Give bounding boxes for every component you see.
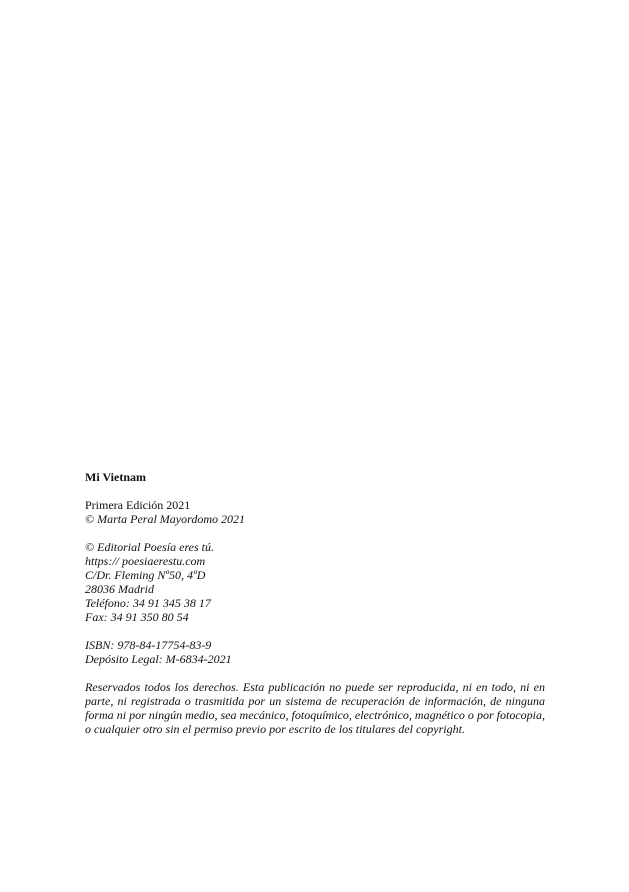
- rights-notice: Reservados todos los derechos. Esta publicación no puede ser reproducida, ni en todo, ni en parte, ni registrada o trasmitida por un sistema de recuperación de información, de ninguna forma ni por ningún medio, sea mecánico, fotoquímico, electrónico, magnético o por fotocopia, o cualquier otro sin el permiso previo por escrito de los titulares del copyright.: [85, 680, 545, 736]
- publisher-website: https:// poesiaerestu.com: [85, 554, 206, 568]
- publisher-name: © Editorial Poesía eres tú.: [85, 540, 214, 554]
- spacer: [85, 526, 545, 540]
- book-title: Mi Vietnam: [85, 470, 146, 484]
- spacer: [85, 624, 545, 638]
- publisher-city: 28036 Madrid: [85, 582, 154, 596]
- publisher-fax: Fax: 34 91 350 80 54: [85, 610, 189, 624]
- copyright-block: [85, 470, 545, 736]
- legal-deposit-line: Depósito Legal: M-6834-2021: [85, 652, 232, 666]
- publisher-phone: Teléfono: 34 91 345 38 17: [85, 596, 211, 610]
- author-copyright: © Marta Peral Mayordomo 2021: [85, 512, 245, 526]
- spacer: [85, 666, 545, 680]
- isbn-line: ISBN: 978-84-17754-83-9: [85, 638, 212, 652]
- publisher-address: C/Dr. Fleming Nº50, 4ºD: [85, 568, 206, 582]
- edition-line: Primera Edición 2021: [85, 498, 191, 512]
- spacer: [85, 484, 545, 498]
